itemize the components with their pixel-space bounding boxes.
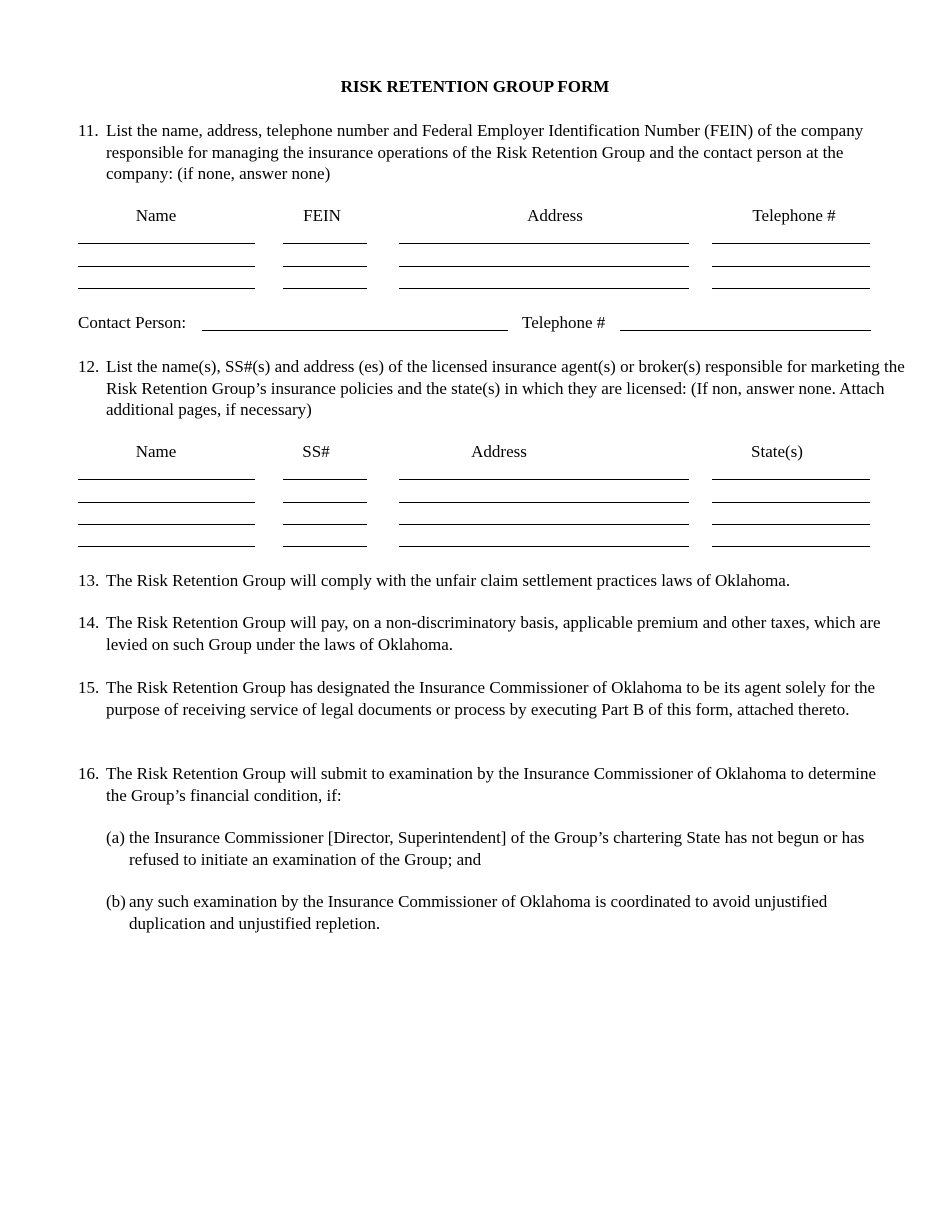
q12-col-address: Address [471, 442, 527, 461]
question-14 [78, 612, 886, 655]
q12-row4-states-blank[interactable] [712, 546, 870, 547]
q11-row3-address-blank[interactable] [399, 288, 689, 289]
question-12-text: List the name(s), SS#(s) and address (es) of the licensed insurance agent(s) or broker(s) responsible for marketing the Risk Retention Group’s insurance policies and the state(s) in which they are licensed: (If non, answer none. Attach additional pages, if necessary) [106, 357, 905, 419]
question-16-number: 16. [78, 764, 100, 783]
q12-row1-address-blank[interactable] [399, 479, 689, 480]
q11-col-name: Name [135, 206, 177, 225]
q11-row1-name-blank[interactable] [78, 243, 255, 244]
form-title: RISK RETENTION GROUP FORM [340, 77, 610, 96]
q12-row4-address-blank[interactable] [399, 546, 689, 547]
q12-row2-name-blank[interactable] [78, 502, 255, 503]
q12-row3-address-blank[interactable] [399, 524, 689, 525]
question-13 [78, 570, 926, 592]
question-16b-label: (b) [106, 892, 126, 911]
q12-row2-states-blank[interactable] [712, 502, 870, 503]
question-14-number: 14. [78, 613, 100, 632]
question-13-text: The Risk Retention Group will comply with the unfair claim settlement practices laws of Oklahoma. [106, 571, 791, 590]
question-16-item-a [106, 827, 889, 870]
question-11-text: List the name, address, telephone number and Federal Employer Identification Number (FEIN) of the company responsible for managing the insurance operations of the Risk Retention Group and the contact person at the company: (if none, answer none) [106, 121, 864, 183]
question-16 [78, 763, 896, 806]
q11-row2-address-blank[interactable] [399, 266, 689, 267]
q12-row4-ss-blank[interactable] [283, 546, 367, 547]
question-16a-text: the Insurance Commissioner [Director, Superintendent] of the Group’s chartering State has not begun or has refused to initiate an examination of the Group; and [129, 828, 865, 869]
q11-col-fein: FEIN [303, 206, 341, 225]
question-15-number: 15. [78, 678, 100, 697]
question-16b-text: any such examination by the Insurance Commissioner of Oklahoma is coordinated to avoid unjustified duplication and unjustified repletion. [129, 892, 828, 933]
q12-col-states: State(s) [751, 442, 803, 461]
contact-person-label: Contact Person: [78, 313, 187, 332]
q11-row3-telephone-blank[interactable] [712, 288, 870, 289]
question-15 [78, 677, 876, 720]
q11-row2-name-blank[interactable] [78, 266, 255, 267]
contact-telephone-blank[interactable] [620, 330, 871, 331]
question-11 [78, 120, 906, 185]
question-16-text: The Risk Retention Group will submit to examination by the Insurance Commissioner of Oklahoma to determine the Group’s financial condition, if: [106, 764, 877, 805]
q12-row1-states-blank[interactable] [712, 479, 870, 480]
q12-row1-name-blank[interactable] [78, 479, 255, 480]
q11-row3-name-blank[interactable] [78, 288, 255, 289]
contact-telephone-label: Telephone # [522, 313, 606, 332]
q11-row1-fein-blank[interactable] [283, 243, 367, 244]
q12-row4-name-blank[interactable] [78, 546, 255, 547]
q11-col-address: Address [527, 206, 583, 225]
q12-row3-ss-blank[interactable] [283, 524, 367, 525]
question-15-text: The Risk Retention Group has designated the Insurance Commissioner of Oklahoma to be its agent solely for the purpose of receiving service of legal documents or process by executing Part B of this form, attached thereto. [106, 678, 876, 719]
q12-row3-states-blank[interactable] [712, 524, 870, 525]
q12-row3-name-blank[interactable] [78, 524, 255, 525]
q11-row1-telephone-blank[interactable] [712, 243, 870, 244]
q11-row1-address-blank[interactable] [399, 243, 689, 244]
q11-row3-fein-blank[interactable] [283, 288, 367, 289]
q12-row2-address-blank[interactable] [399, 502, 689, 503]
question-16a-label: (a) [106, 828, 125, 847]
question-14-text: The Risk Retention Group will pay, on a non-discriminatory basis, applicable premium and other taxes, which are levied on such Group under the laws of Oklahoma. [106, 613, 881, 654]
q12-col-ss: SS# [302, 442, 330, 461]
contact-person-blank[interactable] [202, 330, 508, 331]
question-16-item-b [106, 891, 869, 934]
question-11-number: 11. [78, 121, 99, 140]
q11-row2-telephone-blank[interactable] [712, 266, 870, 267]
q12-row2-ss-blank[interactable] [283, 502, 367, 503]
question-13-number: 13. [78, 571, 100, 590]
question-12 [78, 356, 906, 421]
q11-row2-fein-blank[interactable] [283, 266, 367, 267]
q12-row1-ss-blank[interactable] [283, 479, 367, 480]
q11-col-telephone: Telephone # [752, 206, 836, 225]
q12-col-name: Name [135, 442, 177, 461]
question-12-number: 12. [78, 357, 100, 376]
